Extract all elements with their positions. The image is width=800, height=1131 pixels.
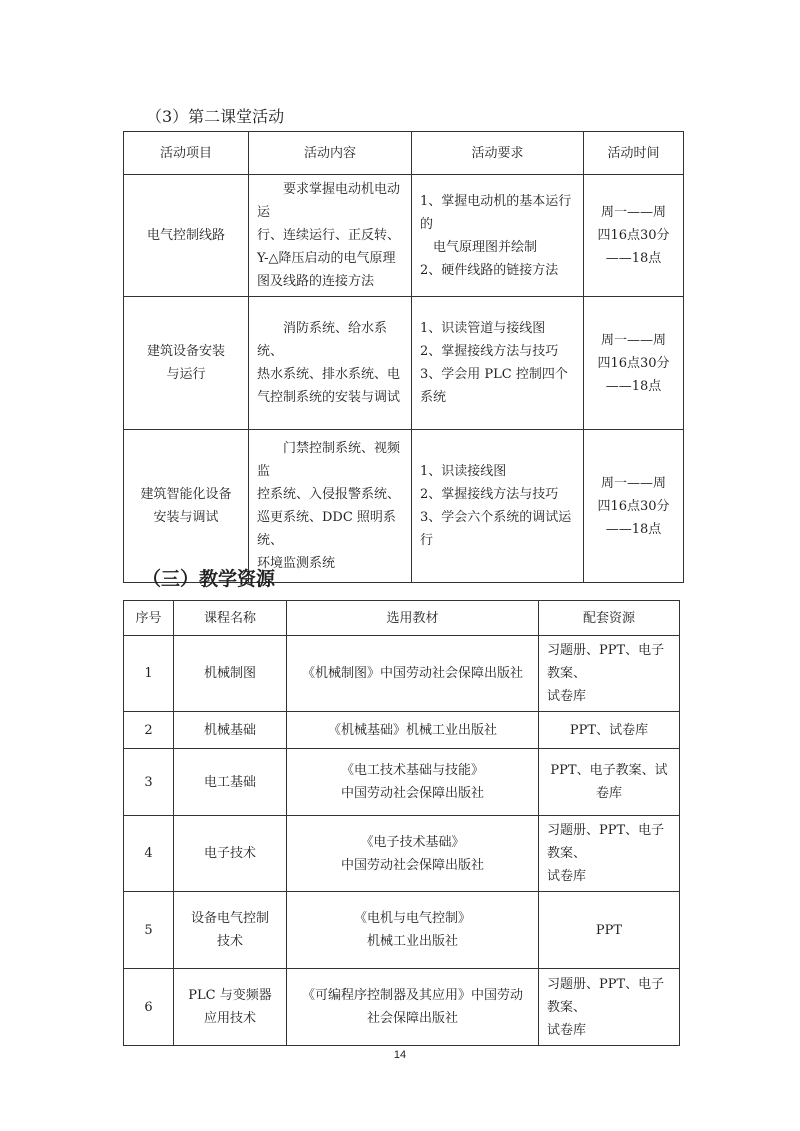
cell-line: 《机械制图》中国劳动社会保障出版社 bbox=[301, 666, 523, 681]
activity-table bbox=[123, 131, 684, 583]
activity-requirements bbox=[412, 175, 584, 297]
cell-line: 《电子技术基础》 bbox=[360, 834, 465, 850]
col-header-activity-time: 活动时间 bbox=[584, 132, 684, 175]
cell-line: 1、掌握电动机的基本运行的 bbox=[420, 193, 572, 232]
table-row bbox=[124, 636, 680, 712]
activity-table-header-row bbox=[124, 132, 684, 175]
cell-line: 与运行 bbox=[166, 367, 206, 382]
cell-line: 要求掌握电动机电动运 bbox=[257, 182, 401, 220]
col-header-textbook: 选用教材 bbox=[287, 601, 539, 636]
course-name bbox=[174, 636, 287, 712]
activity-requirements bbox=[412, 297, 584, 430]
cell-line: 《机械基础》机械工业出版社 bbox=[327, 722, 497, 738]
cell-line: 机械工业出版社 bbox=[366, 934, 458, 949]
cell-line: 机械基础 bbox=[203, 722, 256, 738]
resources-table bbox=[123, 600, 680, 1046]
cell-line: PPT、电子教案、试卷库 bbox=[550, 763, 668, 801]
page-number: 14 bbox=[393, 1049, 407, 1061]
row-number: 4 bbox=[124, 816, 174, 892]
activity-content bbox=[249, 175, 412, 297]
cell-line: 设备电气控制 bbox=[190, 911, 269, 926]
cell-line: 电气原理图并绘制 bbox=[420, 239, 538, 255]
cell-line: 电气控制线路 bbox=[146, 228, 225, 243]
cell-line: PPT bbox=[595, 922, 623, 938]
textbook bbox=[287, 749, 539, 816]
cell-line: 环境监测系统 bbox=[257, 556, 336, 571]
textbook bbox=[287, 636, 539, 712]
table-row bbox=[124, 297, 684, 430]
course-name bbox=[174, 969, 287, 1046]
cell-line: 中国劳动社会保障出版社 bbox=[340, 786, 484, 801]
cell-line: 四16点30分 bbox=[597, 228, 670, 243]
supporting-resources bbox=[539, 892, 680, 969]
cell-line: 行、连续运行、正反转、 bbox=[257, 228, 401, 243]
col-header-course-name: 课程名称 bbox=[174, 601, 287, 636]
cell-line: Y-△降压启动的电气原理 bbox=[257, 251, 396, 266]
course-name bbox=[174, 712, 287, 749]
row-number: 3 bbox=[124, 749, 174, 816]
activity-section-heading: （3）第二课堂活动 bbox=[146, 107, 285, 126]
textbook bbox=[287, 969, 539, 1046]
cell-line: ——18点 bbox=[605, 251, 662, 266]
table-row bbox=[124, 430, 684, 583]
textbook bbox=[287, 892, 539, 969]
cell-line: 周一——周 bbox=[600, 205, 666, 220]
cell-line: 建筑设备安装 bbox=[146, 344, 225, 359]
col-header-activity-item: 活动项目 bbox=[124, 132, 249, 175]
supporting-resources bbox=[539, 969, 680, 1046]
table-row bbox=[124, 892, 680, 969]
cell-line: 试卷库 bbox=[547, 1022, 587, 1038]
activity-content bbox=[249, 297, 412, 430]
cell-line: 机械制图 bbox=[203, 666, 256, 681]
cell-line: 四16点30分 bbox=[597, 498, 670, 514]
cell-line: ——18点 bbox=[605, 378, 662, 394]
activity-time bbox=[584, 297, 684, 430]
activity-time bbox=[584, 430, 684, 583]
cell-line: 技术 bbox=[216, 934, 243, 949]
course-name bbox=[174, 816, 287, 892]
cell-line: 建筑智能化设备 bbox=[140, 487, 232, 502]
supporting-resources bbox=[539, 636, 680, 712]
cell-line: 门禁控制系统、视频监 bbox=[257, 441, 401, 479]
textbook bbox=[287, 712, 539, 749]
cell-line: 电工基础 bbox=[203, 774, 256, 790]
supporting-resources bbox=[539, 749, 680, 816]
cell-line: 2、掌握接线方法与技巧 bbox=[420, 344, 559, 359]
cell-line: 1、识读接线图 bbox=[420, 464, 507, 479]
cell-line: 安装与调试 bbox=[153, 510, 219, 525]
table-row bbox=[124, 749, 680, 816]
cell-line: 《电工技术基础与技能》 bbox=[340, 763, 484, 778]
cell-line: 《电机与电气控制》 bbox=[353, 911, 471, 926]
cell-line: 中国劳动社会保障出版社 bbox=[340, 857, 484, 873]
cell-line: 巡更系统、DDC 照明系统、 bbox=[257, 510, 396, 548]
cell-line: PLC 与变频器 bbox=[188, 988, 272, 1003]
cell-line: PPT、试卷库 bbox=[569, 722, 649, 738]
col-header-resources: 配套资源 bbox=[539, 601, 680, 636]
cell-line: 3、学会六个系统的调试运行 bbox=[420, 510, 572, 548]
cell-line: 社会保障出版社 bbox=[366, 1011, 458, 1026]
activity-name bbox=[124, 430, 249, 583]
cell-line: 2、硬件线路的链接方法 bbox=[420, 262, 559, 278]
table-row bbox=[124, 969, 680, 1046]
cell-line: 周一——周 bbox=[600, 332, 666, 348]
table-row bbox=[124, 175, 684, 297]
cell-line: 图及线路的连接方法 bbox=[257, 274, 375, 289]
table-row bbox=[124, 712, 680, 749]
resources-section-heading: （三）教学资源 bbox=[142, 568, 276, 590]
activity-requirements bbox=[412, 430, 584, 583]
row-number: 2 bbox=[124, 712, 174, 749]
cell-line: 控系统、入侵报警系统、 bbox=[257, 487, 401, 502]
supporting-resources bbox=[539, 712, 680, 749]
cell-line: 四16点30分 bbox=[597, 355, 670, 371]
activity-name bbox=[124, 297, 249, 430]
table-row bbox=[124, 816, 680, 892]
cell-line: 2、掌握接线方法与技巧 bbox=[420, 487, 559, 502]
cell-line: 应用技术 bbox=[203, 1011, 256, 1026]
cell-line: 热水系统、排水系统、电 bbox=[257, 367, 401, 382]
row-number: 1 bbox=[124, 636, 174, 712]
textbook bbox=[287, 816, 539, 892]
col-header-activity-content: 活动内容 bbox=[249, 132, 412, 175]
course-name bbox=[174, 749, 287, 816]
col-header-activity-requirements: 活动要求 bbox=[412, 132, 584, 175]
activity-content bbox=[249, 430, 412, 583]
cell-line: 试卷库 bbox=[547, 869, 587, 884]
cell-line: 气控制系统的安装与调试 bbox=[257, 390, 401, 405]
cell-line: 3、学会用 PLC 控制四个系统 bbox=[420, 367, 568, 405]
activity-time bbox=[584, 175, 684, 297]
activity-name bbox=[124, 175, 249, 297]
cell-line: 习题册、PPT、电子教案、 bbox=[547, 823, 665, 861]
cell-line: 习题册、PPT、电子教案、 bbox=[547, 976, 665, 1015]
col-header-number: 序号 bbox=[124, 601, 174, 636]
cell-line: ——18点 bbox=[605, 521, 662, 537]
cell-line: 《可编程序控制器及其应用》中国劳动 bbox=[301, 988, 523, 1003]
cell-line: 习题册、PPT、电子教案、 bbox=[547, 643, 665, 681]
course-name bbox=[174, 892, 287, 969]
row-number: 6 bbox=[124, 969, 174, 1046]
cell-line: 周一——周 bbox=[600, 475, 666, 491]
cell-line: 1、识读管道与接线图 bbox=[420, 321, 546, 336]
cell-line: 试卷库 bbox=[547, 689, 587, 704]
cell-line: 消防系统、给水系统、 bbox=[257, 321, 388, 359]
cell-line: 电子技术 bbox=[203, 846, 256, 861]
row-number: 5 bbox=[124, 892, 174, 969]
resources-table-header-row bbox=[124, 601, 680, 636]
supporting-resources bbox=[539, 816, 680, 892]
